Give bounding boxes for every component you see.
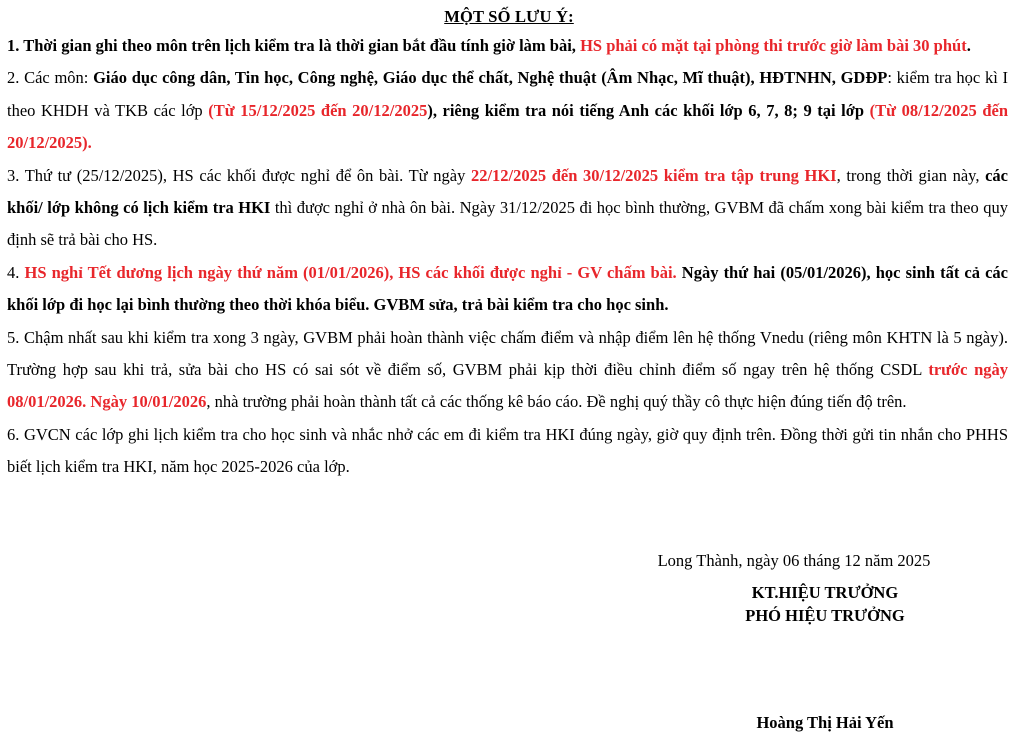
note-3-part-1: 3. Thứ tư (25/12/2025), HS các khối được nghỉ để ôn bài. Từ ngày <box>7 165 471 185</box>
note-3-part-2: 22/12/2025 đến 30/12/2025 kiểm tra tập trung HKI <box>470 165 837 185</box>
note-5-part-2: trước ngày 08/01/2026. Ngày 10/01/2026 <box>7 360 1008 412</box>
note-4-part-2: HS nghỉ Tết dương lịch ngày thứ năm (01/01/2026), HS các khối được nghỉ - GV chấm bài. <box>24 262 677 282</box>
note-2-part-3: : kiểm tra học kì I theo KHDH và TKB các lớp <box>7 68 1008 120</box>
note-1-part-3: . <box>966 36 971 55</box>
signature-name: Hoàng Thị Hải Yến <box>756 713 894 732</box>
note-4-part-1: 4. <box>7 262 25 282</box>
note-4 <box>7 257 1008 322</box>
signature-role <box>660 581 990 627</box>
signature-role-line-1: KT.HIỆU TRƯỞNG <box>751 583 899 602</box>
note-3-part-5: thì được nghỉ ở nhà ôn bài. Ngày 31/12/2025 đi học bình thường, GVBM đã chấm xong bài kiểm tra theo quy định sẽ trả bài cho HS. <box>7 198 1008 250</box>
note-5-part-1: 5. Chậm nhất sau khi kiểm tra xong 3 ngày, GVBM phải hoàn thành việc chấm điểm và nhập điểm lên hệ thống Vnedu (riêng môn KHTN là 5 ngày). Trường hợp sau khi trả, sửa bài cho HS có sai sót về điểm số, GVBM phải kịp thời điều chỉnh điểm số ngay trên hệ thống CSDL <box>7 327 1008 380</box>
note-1-part-2: HS phải có mặt tại phòng thi trước giờ làm bài 30 phút <box>580 36 967 55</box>
note-1-part-1: 1. Thời gian ghi theo môn trên lịch kiểm tra là thời gian bắt đầu tính giờ làm bài, <box>7 36 581 55</box>
notes-list <box>7 30 1008 484</box>
note-2 <box>7 62 1008 159</box>
note-4-part-3: Ngày thứ hai (05/01/2026), học sinh tất cả các khối lớp đi học lại bình thường theo thời khóa biểu. GVBM sửa, trả bài kiểm tra cho học sinh. <box>7 262 1008 315</box>
note-6-part-1: 6. GVCN các lớp ghi lịch kiểm tra cho học sinh và nhắc nhở các em đi kiểm tra HKI đúng ngày, giờ quy định trên. Đồng thời gửi tin nhắn cho PHHS biết lịch kiểm tra HKI, năm học 2025-2026 của lớp. <box>7 424 1008 477</box>
signature-place-date: Long Thành, ngày 06 tháng 12 năm 2025 <box>657 551 931 570</box>
note-1 <box>7 30 1008 62</box>
note-3 <box>7 160 1008 257</box>
signature-role-line-2: PHÓ HIỆU TRƯỞNG <box>745 606 905 625</box>
note-5 <box>7 322 1008 419</box>
note-6 <box>7 419 1008 484</box>
note-2-part-1: 2. Các môn: <box>7 68 94 88</box>
document-title: MỘT SỐ LƯU Ý: <box>444 7 574 26</box>
note-2-part-6: (Từ 08/12/2025 đến 20/12/2025). <box>7 100 1008 153</box>
note-2-part-4: (Từ 15/12/2025 đến 20/12/2025 <box>208 100 428 120</box>
note-2-part-5: ), riêng kiểm tra nói tiếng Anh các khối lớp 6, 7, 8; 9 tại lớp <box>427 100 870 120</box>
note-5-part-3: , nhà trường phải hoàn thành tất cả các thống kê báo cáo. Đề nghị quý thầy cô thực hiện đúng tiến độ trên. <box>206 392 907 412</box>
note-3-part-3: , trong thời gian này, <box>836 165 986 185</box>
note-2-part-2: Giáo dục công dân, Tin học, Công nghệ, Giáo dục thể chất, Nghệ thuật (Âm Nhạc, Mĩ thuật), HĐTNHN, GDĐP <box>93 68 888 88</box>
note-3-part-4: các khối/ lớp không có lịch kiểm tra HKI <box>7 165 1008 218</box>
